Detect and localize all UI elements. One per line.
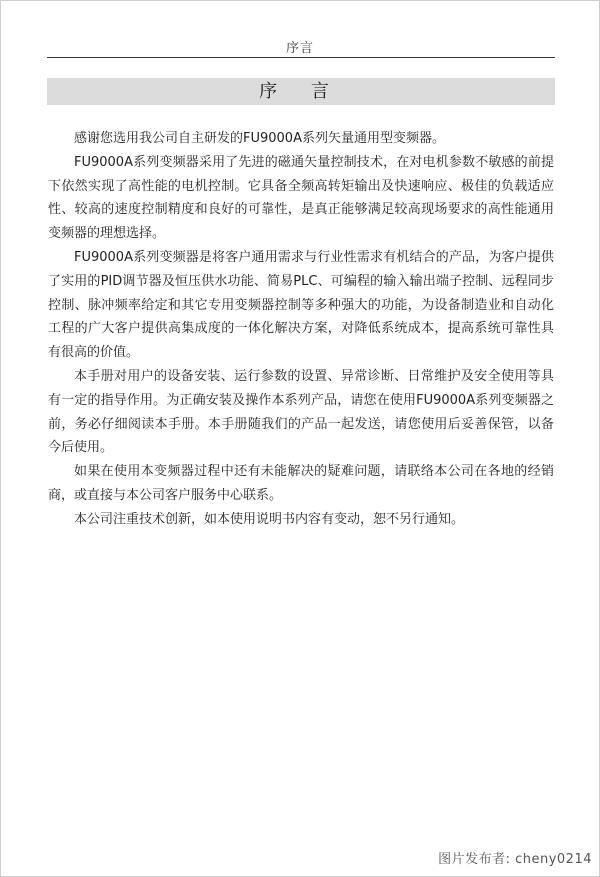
header-divider bbox=[47, 57, 555, 58]
paragraph: FU9000A系列变频器是将客户通用需求与行业性需求有机结合的产品，为客户提供了实用的PID调节器及恒压供水功能、简易PLC、可编程的输入输出端子控制、远程同步控制、脉冲频率给定和其它专用变频器控制等多种强大的功能，为设备制造业和自动化工程的广大客户提供高集成度的一体化解决方案，对降低系统成本，提高系统可靠性具有很高的价值。 bbox=[48, 249, 554, 361]
paragraph: FU9000A系列变频器采用了先进的磁通矢量控制技术，在对电机参数不敏感的前提下依然实现了高性能的电机控制。它具备全频高转矩输出及快速响应、极佳的负载适应性、较高的速度控制精度和良好的可靠性，是真正能够满足较高现场要求的高性能通用变频器的理想选择。 bbox=[48, 154, 554, 242]
paragraph: 如果在使用本变频器过程中还有未能解决的疑难问题，请联络本公司在各地的经销商，或直接与本公司客户服务中心联系。 bbox=[48, 464, 554, 503]
page-title: 序 言 bbox=[47, 78, 555, 105]
paragraph: 本公司注重技术创新，如本使用说明书内容有变动，恕不另行通知。 bbox=[74, 511, 465, 527]
paragraph: 本手册对用户的设备安装、运行参数的设置、异常诊断、日常维护及安全使用等具有一定的指导作用。为正确安装及操作本系列产品，请您在使用FU9000A系列变频器之前，务必仔细阅读本手册。本手册随我们的产品一起发送，请您使用后妥善保管，以备今后使用。 bbox=[48, 368, 554, 456]
preface-body bbox=[48, 127, 554, 532]
running-header: 序言 bbox=[285, 41, 314, 56]
publisher-credit: 图片发布者: cheny0214 bbox=[438, 852, 592, 867]
paragraph: 感谢您选用我公司自主研发的FU9000A系列矢量通用型变频器。 bbox=[74, 131, 445, 146]
